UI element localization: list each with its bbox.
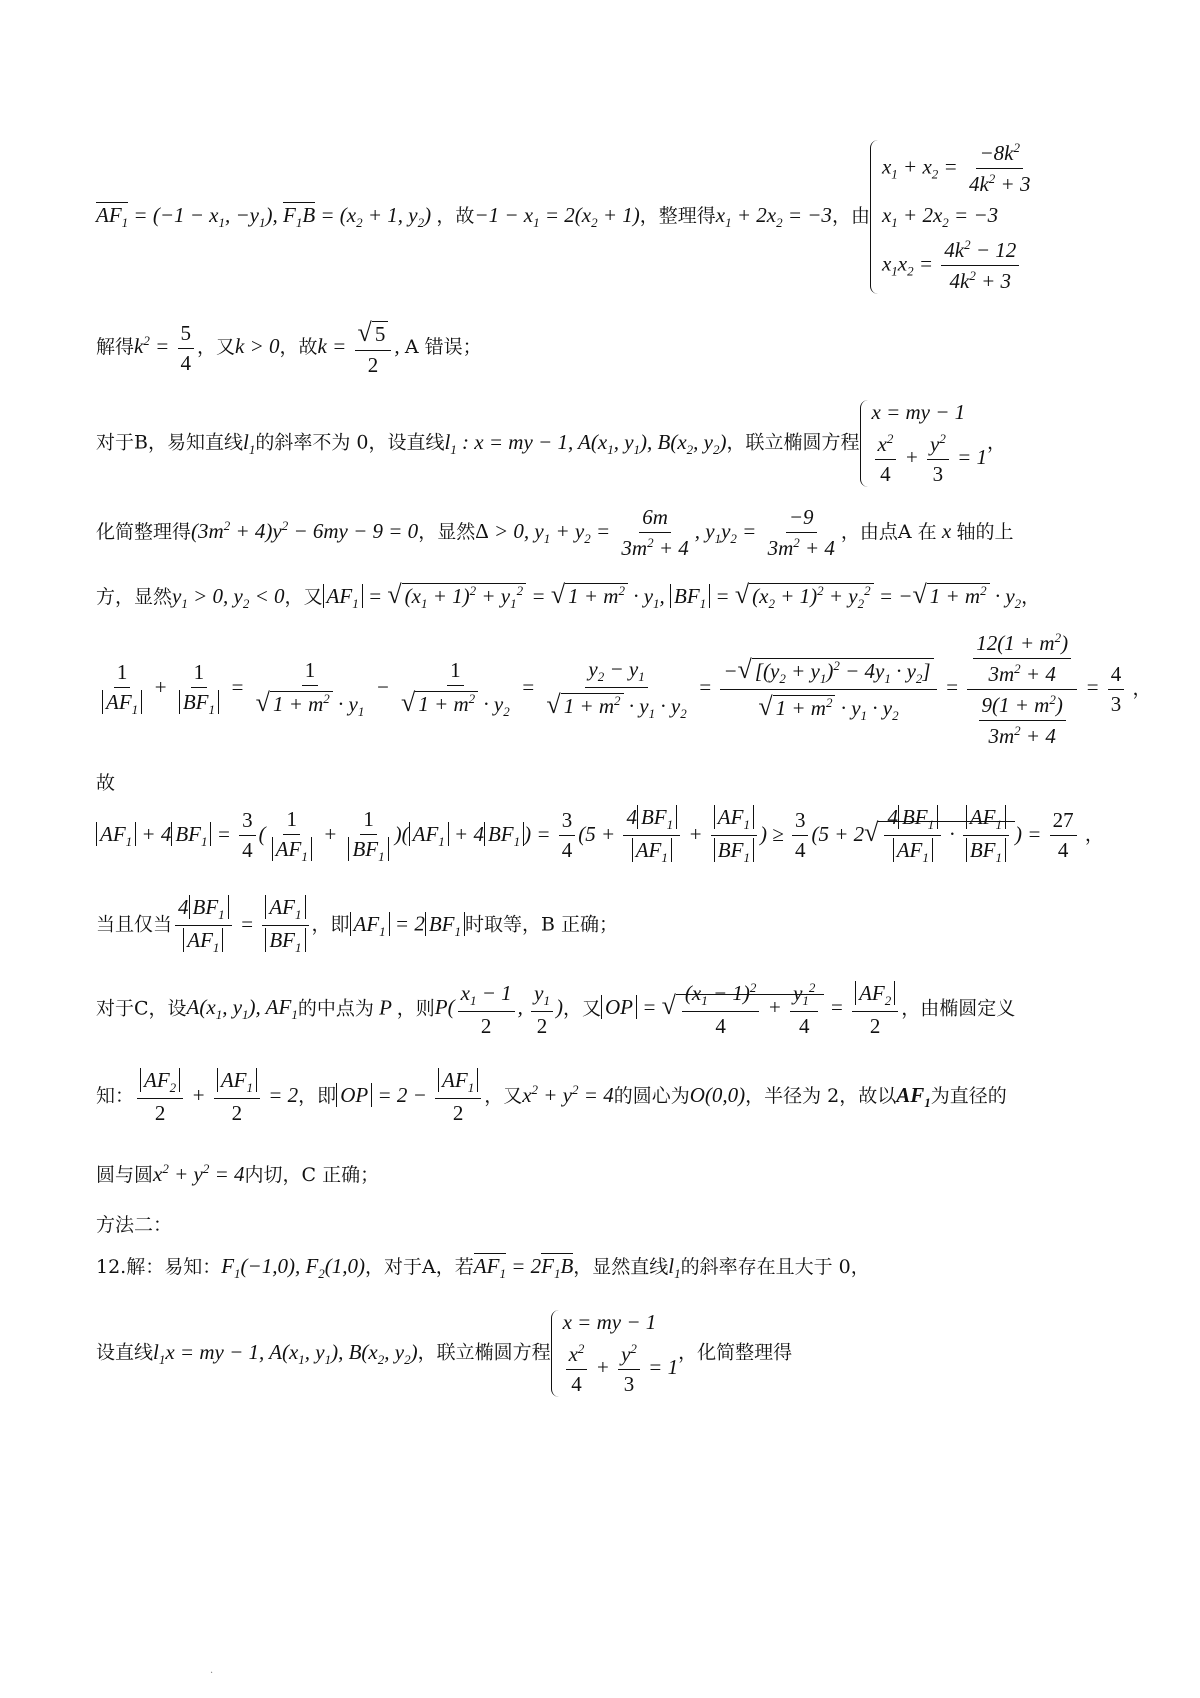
text: ，化简整理得 xyxy=(678,1341,793,1364)
equation-line-14 xyxy=(96,1252,1120,1282)
text: 为直径的 xyxy=(930,1084,1007,1107)
text: ，对于A，若 xyxy=(365,1256,474,1278)
math: P xyxy=(373,995,397,1020)
math: $x_1 + 2x_2 = -3$ xyxy=(715,203,832,231)
text: ，即 xyxy=(298,1084,337,1107)
math: O(0,0) xyxy=(689,1082,746,1107)
text: ，故 xyxy=(279,335,318,358)
equation-line-2 xyxy=(96,318,1120,378)
text: 对于C，设 xyxy=(96,997,187,1020)
text: ，联立椭圆方程 xyxy=(726,431,860,454)
text: 故 xyxy=(96,772,116,794)
text-line-13 xyxy=(96,1210,1120,1237)
text: ，则 xyxy=(396,997,435,1020)
text: 化简整理得 xyxy=(96,520,192,543)
math: $l_1x$ = my − 1, $A(x_1$, $y_1$), $B(x_2$, $y_2$) xyxy=(153,1339,418,1367)
text: C 正确； xyxy=(301,1164,380,1186)
equation-line-1 xyxy=(96,140,1120,294)
math: $AF_1 = 2$ $BF_1$ xyxy=(350,912,465,936)
system-of-equations: $x_1 + x_2$ = $\frac{-8k^2}{4k^2 + 3}$ $x_1 + 2x_2 = -3$ $x_1x_2$ = $\frac{4k^2 - 12}{4k^2 + 3}$ xyxy=(870,140,1037,294)
text: 12.解：易知： xyxy=(96,1256,222,1278)
math: $-1 - x_1 = 2(x_2 + 1)$ xyxy=(474,203,640,231)
math: x xyxy=(936,518,957,543)
text: 方法二： xyxy=(96,1214,173,1236)
equation-line-8: $AF_1 + 4$ $BF_1$ = $\frac{3}{4}$ ( $\frac{1}{AF_1}$ + $\frac{1}{BF_1}$ )( $AF_1 + 4$ $BF_1$ ) = $\frac{3}{4}$ (5 + $\frac{4 BF_1}{AF_1}$ + $\frac{AF_1}{BF_1}$ ) ≥ $\frac{3}{4}$ (5 + 2√ $\frac{4 BF_1}{AF_1}$ · $\frac{AF_1}{BF_1}$ ) = $\frac{27}{4}$ ， xyxy=(96,805,1120,866)
math: $AF_1$ = √ $(x_1 + 1)^2 + y_1^2$ = √ $1 + m^2 \cdot y_1$, $BF_1$ = √ $(x_2 + 1)^2 + y_2^2$ = −√ $1 + m^2 \cdot y_2$ xyxy=(323,584,1022,608)
math: k = $\frac{√ 5}{2}$ , xyxy=(317,318,405,377)
math: $A(x_1$, $y_1$), $AF_1$ xyxy=(186,995,298,1023)
math: $(3m^2 + 4)y^2 - 6my - 9 = 0$ xyxy=(191,517,419,543)
text: 方，显然 xyxy=(96,586,173,608)
equation-line-3: 对于B，易知直线$l_1$的斜率不为 0，设直线$l_1$ : x = my − 1, $A(x_1$, $y_1$), $B(x_2$, $y_2$)，联立椭圆方程 x = my − 1 $\frac{x^2}{4}$ + $\frac{y^2}{3}$ = 1 ， xyxy=(96,400,1007,486)
text: ，由点A 在 xyxy=(840,520,937,543)
text: ，即 xyxy=(311,913,350,936)
math: $l_1$ xyxy=(242,429,256,457)
text: 的圆心为 xyxy=(613,1084,690,1107)
text-line-12 xyxy=(96,1160,1120,1187)
math: $AF_1 = 2F_1B$ xyxy=(473,1254,574,1282)
equation-line-6: $\frac{1}{AF_1}$ + $\frac{1}{BF_1}$ = $\frac{1}{√ 1 + m^2 \cdot y_1}$ − $\frac{1}{√ 1 + m^2 \cdot y_2}$ = $\frac{y_2 - y_1}{√ 1 + m^2 \cdot y_1 \cdot y_2}$ = $\frac{-√ [(y_2 + y_1)^2 - 4y_1 \cdot y_2]}{√ 1 + m^2 \cdot y_1 \cdot y_2}$ = $\frac{\frac{12(1 + m^2)}{3m^2 + 4}}{\frac{9(1 + m^2)}{3m^2 + 4}}$ = $\frac{4}{3}$ ， xyxy=(96,630,1120,749)
vector-expression: $AF_1 = (-1 - x_1$, $-y_1$), $F_1B = (x_2 + 1$, $y_2$) xyxy=(96,203,437,231)
text: ，显然直线 xyxy=(573,1256,669,1278)
system-of-equations: x = my − 1 $\frac{x^2}{4}$ + $\frac{y^2}{3}$ = 1 xyxy=(551,1310,679,1397)
text: ，整理得 xyxy=(639,205,716,228)
text: A 错误； xyxy=(404,335,482,358)
text-line-7 xyxy=(96,768,1120,795)
text: B 正确； xyxy=(541,913,619,936)
equation-line-9 xyxy=(96,895,1120,956)
math: $\frac{4 BF_1}{AF_1}$ = $\frac{AF_1}{BF_1}$ xyxy=(172,912,311,936)
text: ，又 xyxy=(562,997,601,1020)
math: P( $\frac{x_1 - 1}{2}$ , $\frac{y_1}{2}$ ) xyxy=(434,980,563,1038)
equation-line-15 xyxy=(96,1310,1120,1397)
equation-line-4 xyxy=(96,505,1120,561)
math: $l_1$ xyxy=(668,1254,681,1282)
math: OP = 2 − $\frac{AF_1}{2}$ xyxy=(336,1083,484,1107)
math: $l_1$ : x = my − 1, $A(x_1$, $y_1$), $B(x_2$, $y_2$) xyxy=(444,429,727,457)
math: $k^2$ = $\frac{5}{4}$ xyxy=(134,334,197,358)
math: $\frac{1}{AF_1}$ + $\frac{1}{BF_1}$ = $\frac{1}{√ 1 + m^2 \cdot y_1}$ − $\frac{1}{√ 1 + m^2 \cdot y_2}$ = $\frac{y_2 - y_1}{√ 1 + m^2 \cdot y_1 \cdot y_2}$ = $\frac{-√ [(y_2 + y_1)^2 - 4y_1 \cdot y_2]}{√ 1 + m^2 \cdot y_1 \cdot y_2}$ = $\frac{\frac{12(1 + m^2)}{3m^2 + 4}}{\frac{9(1 + m^2)}{3m^2 + 4}}$ = $\frac{4}{3}$ xyxy=(96,675,1133,699)
text: ，显然 xyxy=(418,520,476,543)
text: ，又 xyxy=(197,335,236,358)
math: Δ > 0, $y_1 + y_2$ = $\frac{6m}{3m^2 + 4}$ , $y_1y_2$ = $\frac{-9}{3m^2 + 4}$ xyxy=(475,505,835,560)
text: 内切， xyxy=(244,1164,302,1186)
text: ，又 xyxy=(284,586,323,608)
text: 知： xyxy=(96,1084,135,1107)
page-mark: · xyxy=(210,1668,214,1679)
text: 的中点为 xyxy=(297,997,374,1020)
equation-line-5: 方，显然$y_1 > 0$, $y_2 < 0$，又 $AF_1$ = √ $(x_1 + 1)^2 + y_1^2$ = √ $1 + m^2 \cdot y_1$, $BF_1$ = √ $(x_2 + 1)^2 + y_2^2$ = −√ $1 + m^2 \cdot y_2$， xyxy=(96,580,1041,612)
text: ，半径为 2，故以 xyxy=(745,1084,897,1107)
text: 的斜率存在且大于 0， xyxy=(680,1256,870,1278)
math: OP = √ $\frac{(x_1 - 1)^2}{4}$ + $\frac{y_1^2}{4}$ = $\frac{AF_2}{2}$ xyxy=(601,995,901,1019)
equation-line-10 xyxy=(96,980,1120,1039)
text: ，由椭圆定义 xyxy=(901,997,1016,1020)
text: 对于B，易知直线 xyxy=(96,431,243,454)
text: 圆与圆 xyxy=(96,1164,154,1186)
text: 的斜率不为 0，设直线 xyxy=(255,431,445,454)
math: $AF_1$ xyxy=(896,1082,931,1111)
text: ，联立椭圆方程 xyxy=(417,1341,551,1364)
equation-line-11 xyxy=(96,1068,1120,1126)
text: 时取等， xyxy=(465,913,542,936)
math: $\frac{AF_2}{2}$ + $\frac{AF_1}{2}$ = 2 xyxy=(134,1083,298,1107)
math: $y_1 > 0$, $y_2 < 0$ xyxy=(172,584,285,612)
math: $x^2 + y^2 = 4$ xyxy=(153,1161,245,1186)
system-of-equations: x = my − 1 $\frac{x^2}{4}$ + $\frac{y^2}{3}$ = 1 xyxy=(860,400,988,487)
math: $AF_1 + 4$ $BF_1$ = $\frac{3}{4}$ ( $\frac{1}{AF_1}$ + $\frac{1}{BF_1}$ )( $AF_1 + 4$ $BF_1$ ) = $\frac{3}{4}$ (5 + $\frac{4 BF_1}{AF_1}$ + $\frac{AF_1}{BF_1}$ ) ≥ $\frac{3}{4}$ (5 + 2√ $\frac{4 BF_1}{AF_1}$ · $\frac{AF_1}{BF_1}$ ) = $\frac{27}{4}$ xyxy=(96,822,1085,846)
text: 设直线 xyxy=(96,1341,154,1364)
text: 解得 xyxy=(96,335,135,358)
text: ，又 xyxy=(484,1084,523,1107)
math: k > 0 xyxy=(235,333,280,358)
text: ，由 xyxy=(831,205,870,228)
text: ，故 xyxy=(436,205,475,228)
text: 当且仅当 xyxy=(96,913,173,936)
math: $x^2 + y^2 = 4$ xyxy=(522,1081,614,1107)
math: $F_1(-1,0)$, $F_2(1,0)$ xyxy=(221,1254,366,1282)
text: 轴的上 xyxy=(956,520,1014,543)
